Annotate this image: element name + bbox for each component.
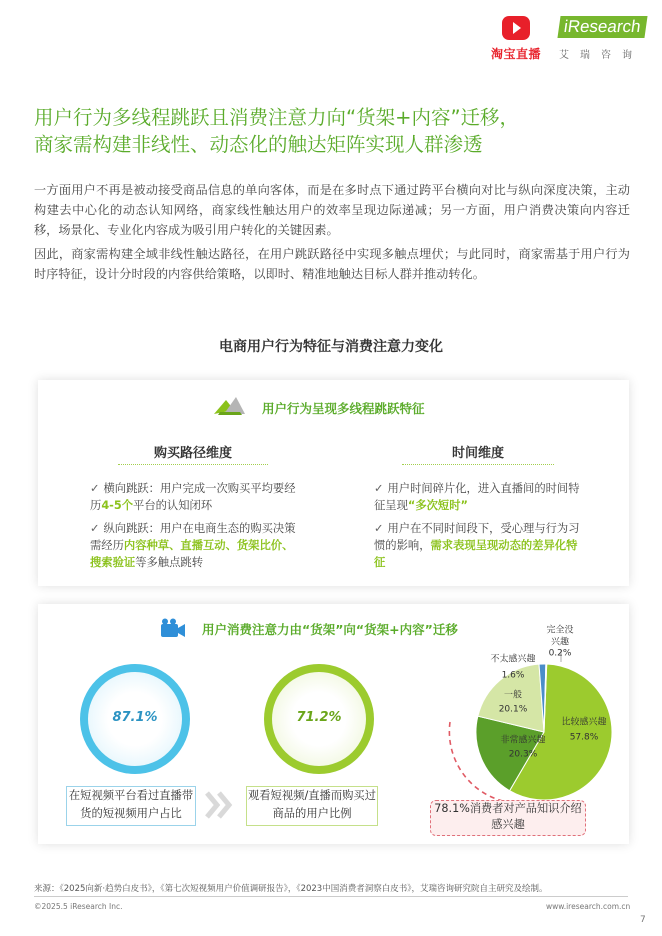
purchase-path-title: 购买路径维度 <box>153 446 232 461</box>
item-highlight: “多次短时” <box>407 499 468 512</box>
double-chevron-right-icon <box>204 790 234 820</box>
stat-1-value: 87.1% <box>112 710 158 725</box>
camera-icon <box>160 618 186 638</box>
item-text: 等多触点跳转 <box>135 556 203 569</box>
slice-label-name-low: 不太感兴趣 <box>490 654 536 665</box>
slice-label-value-very: 20.3% <box>508 749 538 760</box>
interest-note-box: 78.1%消费者对产品知识介绍感兴趣 <box>430 800 586 836</box>
time-dimension-divider <box>402 464 554 465</box>
purchase-item-vertical <box>90 520 302 571</box>
check-icon: ✓ <box>90 482 100 495</box>
behavior-panel <box>38 380 629 586</box>
slice-label-value-fairly: 57.8% <box>569 732 599 743</box>
stat-ring-2 <box>264 664 374 774</box>
iresearch-logo-text: iResearch <box>557 16 647 38</box>
mountain-icon <box>212 394 246 416</box>
body-paragraph-2: 因此，商家需构建全域非线性触达路径，在用户跳跃路径中实现多触点埋伏；与此同时，商家需基于用户行为时序特征，设计分时段的内容供给策略，以即时、精准地触达目标人群并推动转化。 <box>34 247 630 281</box>
stat-ring-1 <box>80 664 190 774</box>
iresearch-logo-sub: 艾瑞咨询 <box>559 50 643 61</box>
figure-title: 电商用户行为特征与消费注意力变化 <box>219 339 443 355</box>
page-title-line-1: 用户行为多线程跳跃且消费注意力向“货架+内容”迁移， <box>34 106 520 129</box>
page-number: 7 <box>640 915 646 925</box>
item-text: 用户时间碎片化，进入直播间的时间特征呈现 <box>374 482 580 512</box>
item-highlight: 需求表现呈现动态的差异化特征 <box>374 539 578 569</box>
page-title-line-2: 商家需构建非线性、动态化的触达矩阵实现人群渗透 <box>34 133 483 156</box>
slice-label-value-neutral: 20.1% <box>498 704 528 715</box>
slice-label-value-none: 0.2% <box>548 648 572 659</box>
check-icon: ✓ <box>90 522 100 535</box>
play-icon <box>502 16 530 40</box>
iresearch-logo <box>555 16 647 64</box>
slice-label-name-none-1: 完全没 <box>546 625 574 636</box>
taobao-live-logo-text: 淘宝直播 <box>490 47 541 61</box>
slice-label-value-low: 1.6% <box>501 670 525 681</box>
purchase-path-divider <box>118 464 268 465</box>
check-icon: ✓ <box>374 522 384 535</box>
item-text: 横向跳跃：用户完成一次购买平均要经历 <box>90 482 296 512</box>
time-item-fragmented <box>374 480 584 514</box>
time-item-dynamic <box>374 520 584 571</box>
attention-panel <box>38 604 629 844</box>
stat-2-label: 观看短视频/直播而购买过商品的用户比例 <box>246 786 378 826</box>
item-highlight: 内容种草、直播互动、货架比价、搜索验证 <box>90 539 294 569</box>
interest-pie-chart <box>418 624 618 804</box>
time-dimension-title: 时间维度 <box>451 446 504 461</box>
item-text: 平台的认知闭环 <box>133 499 213 512</box>
attention-panel-heading: 用户消费注意力由“货架”向“货架+内容”迁移 <box>202 622 458 637</box>
item-highlight: 4-5个 <box>101 499 134 512</box>
copyright-text: ©2025.5 iResearch Inc. <box>34 902 123 911</box>
purchase-item-horizontal <box>90 480 302 514</box>
behavior-panel-heading: 用户行为呈现多线程跳跃特征 <box>262 401 425 416</box>
body-paragraph-1: 一方面用户不再是被动接受商品信息的单向客体，而是在多时点下通过跨平台横向对比与纵向深度决策，主动构建去中心化的动态认知网络，商家线性触达用户的效率呈现边际递减；另一方面，用户消费决策向内容迁移，场景化、专业化内容成为吸引用户转化的关键因素。 <box>34 183 630 237</box>
item-text: 纵向跳跃：用户在电商生态的购买决策需经历 <box>90 522 296 552</box>
website-text: www.iresearch.com.cn <box>546 902 631 911</box>
slice-label-name-neutral: 一般 <box>503 690 523 701</box>
slice-label-name-fairly: 比较感兴趣 <box>561 717 607 728</box>
footer-divider <box>34 896 628 897</box>
page-title <box>34 104 634 158</box>
source-note: 来源：《2025向新·趋势白皮书》，《第七次短视频用户价值调研报告》，《2023中国消费者洞察白皮书》，艾瑞咨询研究院自主研究及绘制。 <box>34 884 548 894</box>
taobao-live-logo <box>488 16 544 64</box>
check-icon: ✓ <box>374 482 384 495</box>
slice-label-name-very: 非常感兴趣 <box>500 735 546 746</box>
item-text: 用户在不同时间段下，受心理与行为习惯的影响， <box>374 522 580 552</box>
slice-label-name-none-2: 兴趣 <box>550 637 570 648</box>
stat-1-label: 在短视频平台看过直播带货的短视频用户占比 <box>66 786 196 826</box>
stat-2-value: 71.2% <box>296 710 342 725</box>
